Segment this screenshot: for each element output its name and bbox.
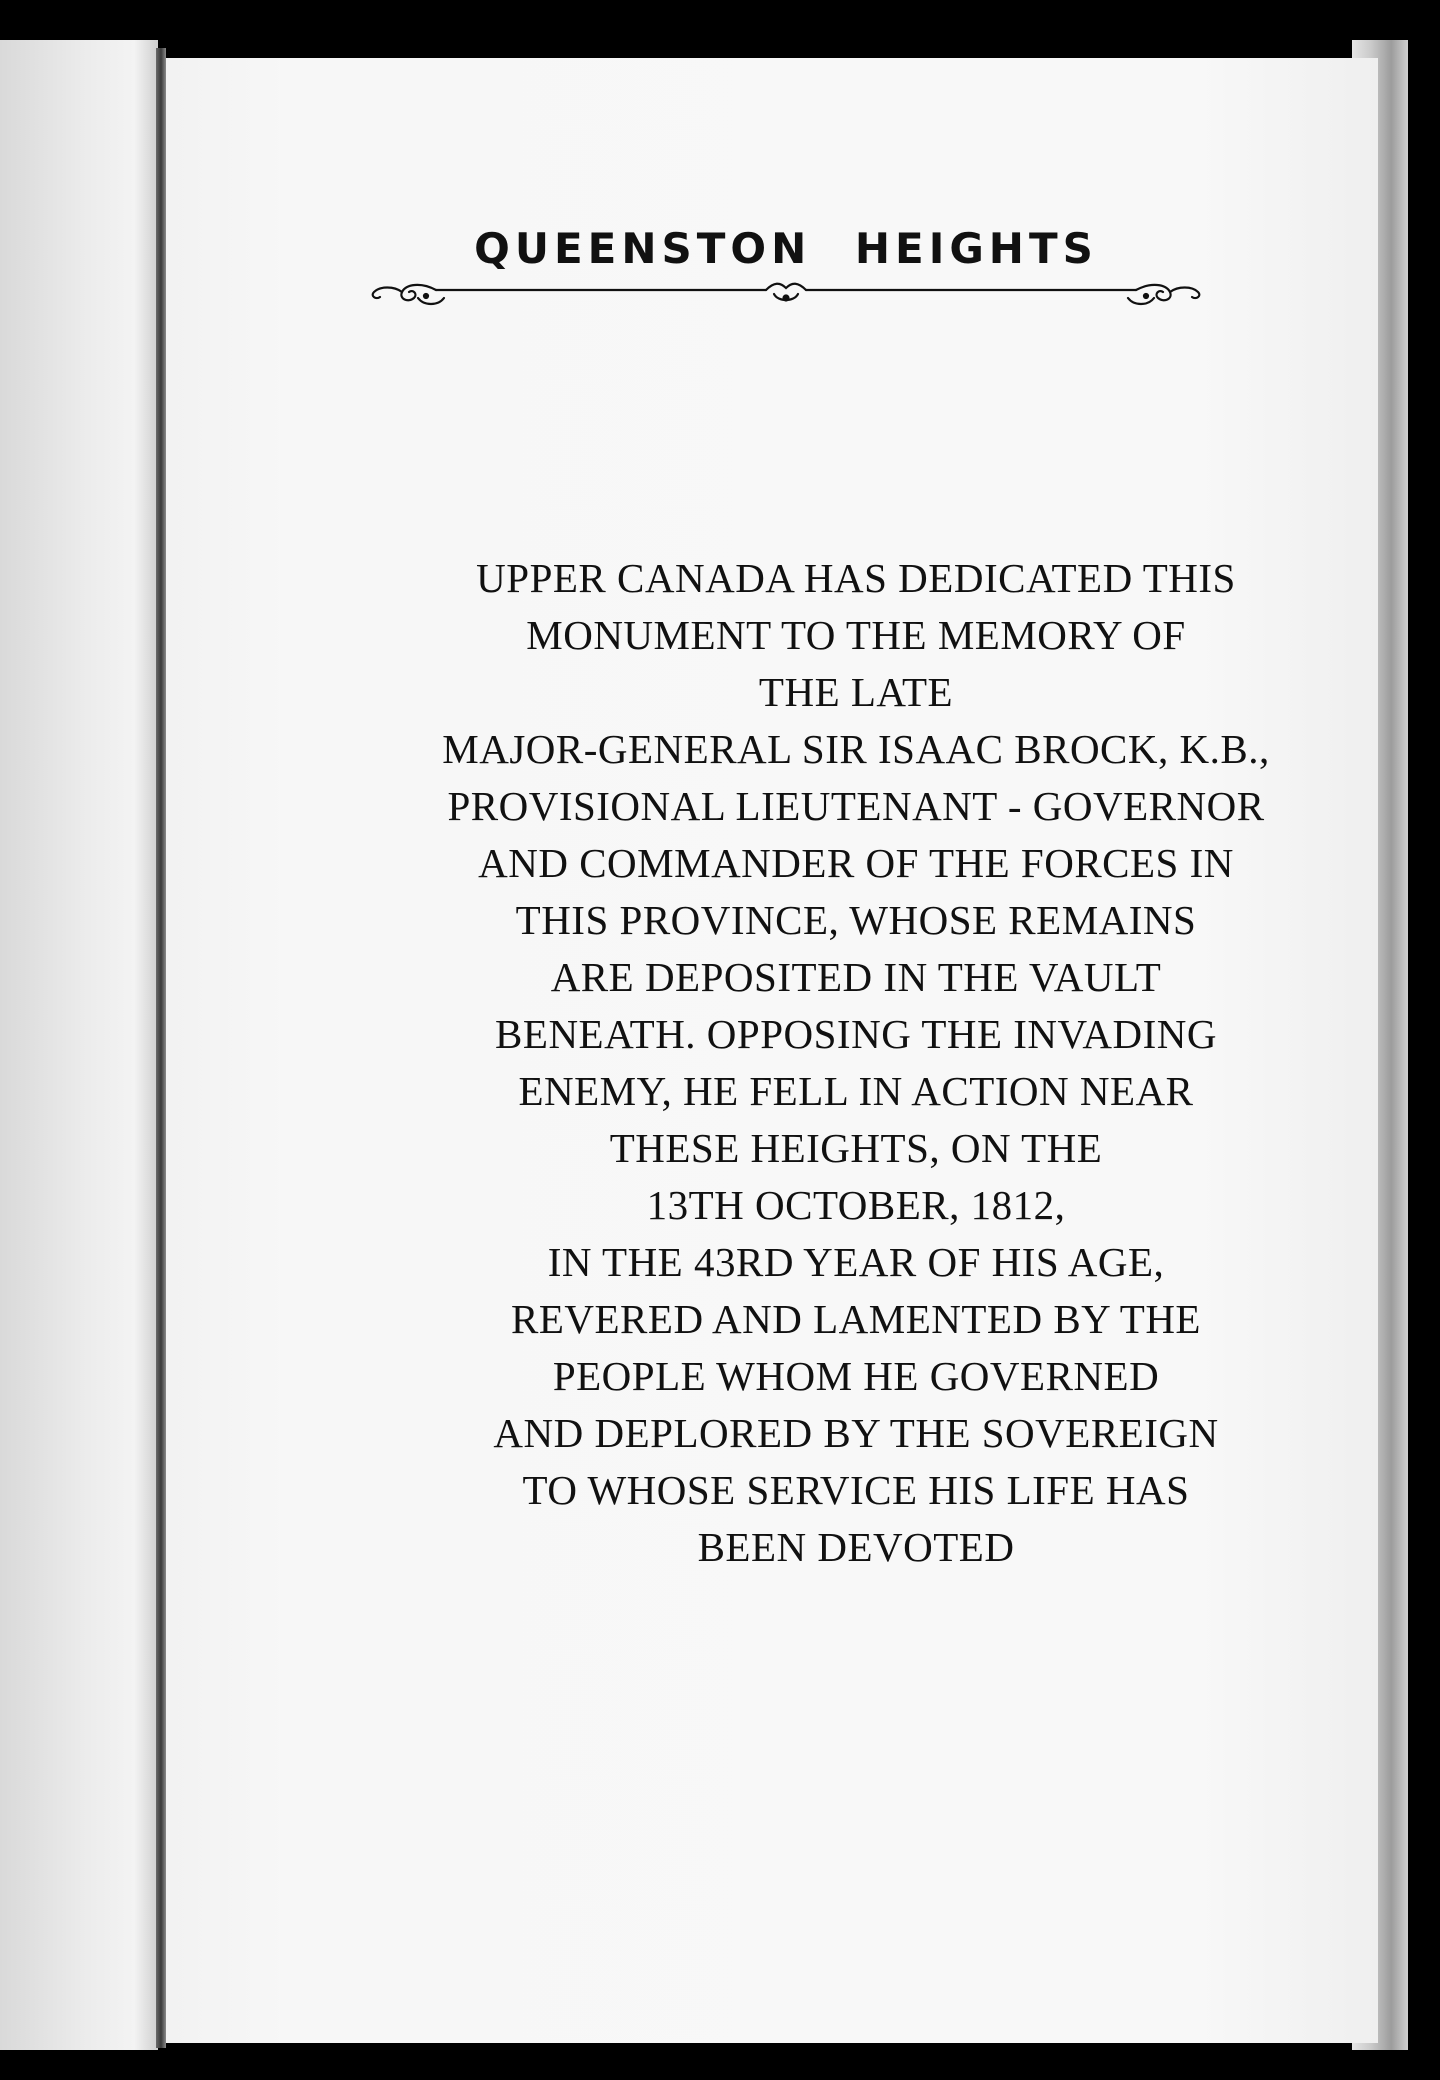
page-title: QUEENSTON HEIGHTS: [474, 224, 1098, 273]
inscription-line: AND DEPLORED BY THE SOVEREIGN: [493, 1410, 1219, 1456]
cover-flap: [0, 40, 158, 2050]
inscription-line: PEOPLE WHOM HE GOVERNED: [552, 1353, 1160, 1399]
inscription-line: THESE HEIGHTS, ON THE: [609, 1125, 1103, 1171]
inscription-line: ENEMY, HE FELL IN ACTION NEAR: [518, 1068, 1194, 1114]
book-gutter: [156, 48, 166, 2048]
inscription-line: TO WHOSE SERVICE HIS LIFE HAS: [522, 1467, 1190, 1513]
scroll-flourish-icon: [366, 276, 1206, 312]
inscription-line: MAJOR-GENERAL SIR ISAAC BROCK, K.B.,: [442, 726, 1270, 772]
inscription-line: THIS PROVINCE, WHOSE REMAINS: [515, 897, 1197, 943]
inscription-line: BENEATH. OPPOSING THE INVADING: [495, 1011, 1217, 1057]
inscription-line: THE LATE: [758, 669, 954, 715]
inscription-line: REVERED AND LAMENTED BY THE: [511, 1296, 1201, 1342]
monument-inscription: [306, 550, 1406, 1576]
inscription-line: MONUMENT TO THE MEMORY OF: [526, 612, 1186, 658]
inscription-line: UPPER CANADA HAS DEDICATED THIS: [476, 555, 1236, 601]
inscription-line: 13TH OCTOBER, 1812,: [646, 1182, 1066, 1228]
inscription-line: ARE DEPOSITED IN THE VAULT: [550, 954, 1162, 1000]
heading-block: [346, 224, 1226, 312]
inscription-line: PROVISIONAL LIEUTENANT - GOVERNOR: [447, 783, 1265, 829]
inscription-line: BEEN DEVOTED: [697, 1524, 1015, 1570]
book-page: [166, 58, 1378, 2043]
inscription-line: AND COMMANDER OF THE FORCES IN: [478, 840, 1234, 886]
inscription-line: IN THE 43RD YEAR OF HIS AGE,: [547, 1239, 1165, 1285]
